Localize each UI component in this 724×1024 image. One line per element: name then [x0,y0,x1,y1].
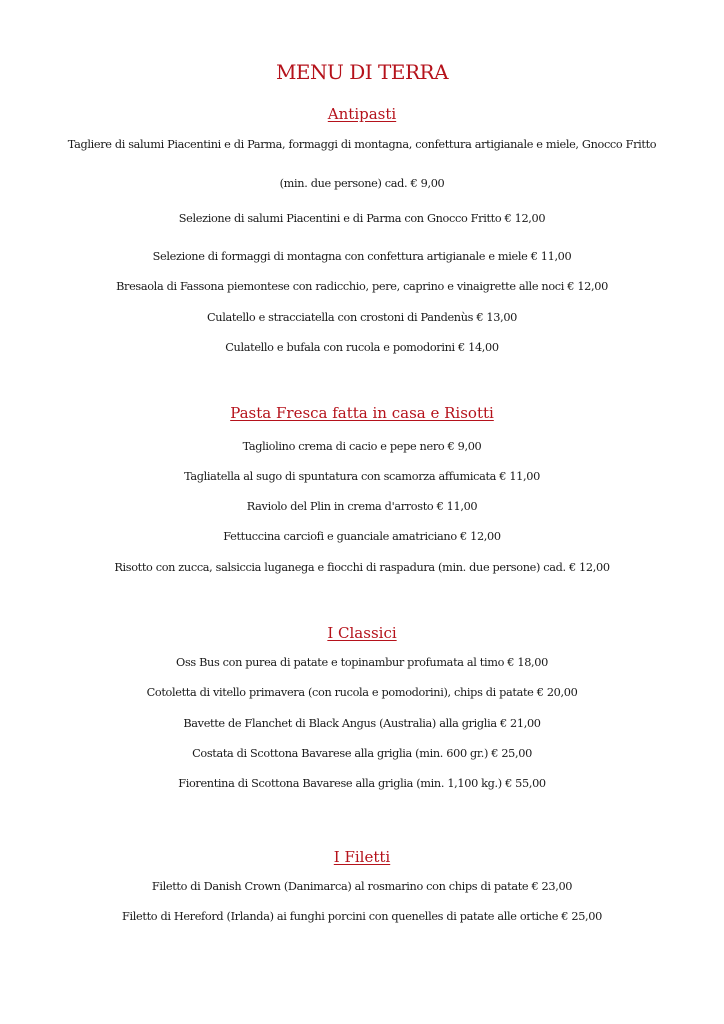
menu-item: Costata di Scottona Bavarese alla griglia (min. 600 gr.) € 25,00 [192,747,532,760]
menu-item: Cotoletta di vitello primavera (con rucola e pomodorini), chips di patate € 20,00 [146,686,578,699]
menu-item: Oss Bus con purea di patate e topinambur profumata al timo € 18,00 [176,656,548,669]
menu-item: Selezione di salumi Piacentini e di Parma con Gnocco Fritto € 12,00 [178,212,546,225]
menu-item: Tagliatella al sugo di spuntatura con scamorza affumicata € 11,00 [184,470,540,483]
menu-item: Culatello e bufala con rucola e pomodorini € 14,00 [225,341,499,354]
menu-item: Bavette de Flanchet di Black Angus (Australia) alla griglia € 21,00 [183,717,541,730]
section-heading-classici: I Classici [327,624,397,642]
menu-item: Fettuccina carciofi e guanciale amatriciano € 12,00 [223,530,501,543]
menu-item: Selezione di formaggi di montagna con confettura artigianale e miele € 11,00 [152,250,572,263]
menu-item: Raviolo del Plin in crema d'arrosto € 11,00 [246,500,478,513]
menu-item: Risotto con zucca, salsiccia luganega e fiocchi di raspadura (min. due persone) cad. € 12,00 [114,561,610,574]
menu-item: Tagliere di salumi Piacentini e di Parma, formaggi di montagna, confettura artigianale e miele, Gnocco Fritto [67,138,657,151]
menu-item: Tagliolino crema di cacio e pepe nero € 9,00 [242,440,482,453]
menu-item: Fiorentina di Scottona Bavarese alla griglia (min. 1,100 kg.) € 55,00 [178,777,546,790]
menu-item: Bresaola di Fassona piemontese con radicchio, pere, caprino e vinaigrette alle noci € 12,00 [116,280,608,293]
section-heading-antipasti: Antipasti [327,105,397,123]
menu-item: (min. due persone) cad. € 9,00 [279,177,445,190]
menu-item: Filetto di Danish Crown (Danimarca) al rosmarino con chips di patate € 23,00 [151,880,573,893]
page-title: MENU DI TERRA [275,60,449,84]
section-heading-filetti: I Filetti [333,848,391,866]
menu-item: Culatello e stracciatella con crostoni di Pandenùs € 13,00 [207,311,517,324]
section-heading-pasta: Pasta Fresca fatta in casa e Risotti [230,404,494,422]
menu-item: Filetto di Hereford (Irlanda) ai funghi porcini con quenelles di patate alle ortiche € 25,00 [122,910,602,923]
